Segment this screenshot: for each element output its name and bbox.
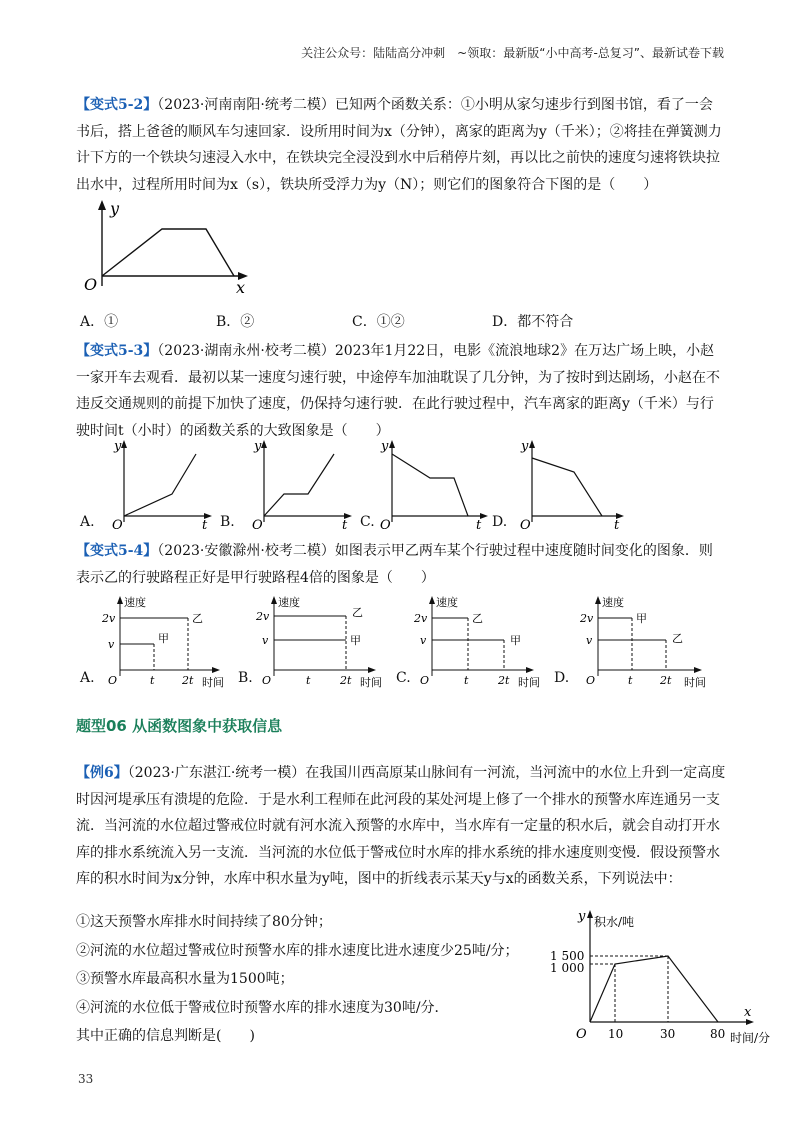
- svg-text:O: O: [380, 518, 391, 532]
- graph-5-4-d: [574, 592, 724, 692]
- svg-text:O: O: [420, 674, 430, 687]
- svg-text:t: t: [306, 674, 311, 687]
- svg-text:速度: 速度: [278, 596, 300, 609]
- svg-text:甲: 甲: [510, 634, 521, 647]
- statement-4: ④河流的水位低于警戒位时预警水库的排水速度为30吨/分．: [76, 999, 449, 1016]
- svg-text:x: x: [744, 1005, 752, 1020]
- option-d: D．都不符合: [492, 314, 574, 330]
- svg-text:时间: 时间: [684, 676, 706, 689]
- svg-text:时间: 时间: [518, 676, 540, 689]
- graph-example-6: [540, 904, 790, 1054]
- svg-text:1 500: 1 500: [550, 949, 585, 963]
- graph-label-c: C.: [360, 514, 375, 530]
- option-a: A．①: [80, 314, 119, 330]
- x-axis-label: x: [236, 278, 246, 296]
- svg-text:乙: 乙: [192, 612, 203, 625]
- statement-2: ②河流的水位超过警戒位时预警水库的排水速度比进水速度少25吨/分；: [76, 942, 519, 959]
- svg-text:10: 10: [608, 1027, 624, 1041]
- page-header: 关注公众号：陆陆高分冲刺 ~领取：最新版“小中高考-总复习”、最新试卷下载: [301, 46, 724, 60]
- example-text: （2023·广东湛江·统考一模）在我国川西高原某山脉间有一河流，当河流中的水位上升到一定高度时因河堤承压有溃堤的危险．于是水利工程师在此河段的某处河堤上修了一个排水的预警水库连通另一支流．当河流的水位超过警戒位时就有河水流入预警的水库中，当水库有一定量的积水后，就会自动打开水库的排水系统流入另一支流．当河流的水位低于警戒位时水库的排水系统的排水速度则变慢．假设预警水库的积水时间为x分钟，水库中积水量为y吨，图中的折线表示某天y与x的函数关系，下列说法中：: [76, 765, 726, 887]
- svg-text:甲: 甲: [350, 634, 361, 647]
- svg-text:1 000: 1 000: [550, 961, 585, 975]
- svg-text:v: v: [108, 638, 115, 651]
- y-axis-label: y: [110, 199, 120, 218]
- svg-text:乙: 乙: [672, 632, 683, 645]
- graph-label-b: B.: [220, 514, 235, 530]
- svg-text:2t: 2t: [340, 674, 352, 687]
- svg-text:2v: 2v: [102, 612, 116, 625]
- svg-text:乙: 乙: [472, 612, 483, 625]
- graphs-5-3: [78, 436, 728, 536]
- svg-text:O: O: [252, 518, 263, 532]
- svg-text:t: t: [202, 518, 208, 532]
- svg-text:v: v: [420, 634, 427, 647]
- svg-text:2t: 2t: [498, 674, 510, 687]
- statement-1: ①这天预警水库排水时间持续了80分钟；: [76, 914, 332, 930]
- svg-text:O: O: [586, 674, 596, 687]
- page-number: 33: [78, 1072, 94, 1086]
- svg-text:O: O: [576, 1027, 587, 1042]
- graph-label-d: D.: [492, 514, 508, 530]
- svg-text:时间/分: 时间/分: [730, 1031, 771, 1045]
- graph-5-3-a: [96, 436, 214, 532]
- graph-5-3-d: [508, 436, 626, 532]
- svg-text:t: t: [150, 674, 155, 687]
- option-c: C．①②: [352, 314, 405, 330]
- svg-text:30: 30: [660, 1027, 676, 1041]
- answer-prompt: 其中正确的信息判断是( ): [76, 1028, 255, 1044]
- question-tag: 【变式5-4】: [76, 543, 158, 559]
- graph-label-a: A.: [80, 670, 95, 686]
- section-heading: 题型06 从函数图象中获取信息: [76, 717, 283, 735]
- svg-text:t: t: [614, 518, 620, 532]
- svg-text:2v: 2v: [256, 610, 270, 623]
- svg-text:y: y: [521, 439, 529, 454]
- svg-text:t: t: [342, 518, 348, 532]
- svg-text:t: t: [464, 674, 469, 687]
- example-6-items: [76, 908, 546, 1051]
- question-tag: 【变式5-2】: [76, 97, 158, 113]
- svg-text:2t: 2t: [660, 674, 672, 687]
- svg-text:O: O: [520, 518, 531, 532]
- question-5-2: [76, 92, 726, 198]
- svg-text:乙: 乙: [352, 606, 363, 619]
- graphs-5-4: [78, 592, 738, 696]
- graph-label-b: B.: [238, 670, 253, 686]
- svg-text:速度: 速度: [602, 596, 624, 609]
- svg-text:O: O: [262, 674, 272, 687]
- question-5-3: [76, 338, 726, 444]
- svg-text:2v: 2v: [580, 612, 594, 625]
- graph-5-3-b: [236, 436, 354, 532]
- question-text: （2023·河南南阳·统考二模）已知两个函数关系：①小明从家匀速步行到图书馆，看了一会书后，搭上爸爸的顺风车匀速回家．设所用时间为x（分钟），离家的距离为y（千米）；②将挂在弹簧测力计下方的一个铁块匀速浸入水中，在铁块完全浸没到水中后稍停片刻，再以比之前快的速度匀速将铁块拉出水中，过程所用时间为x（s），铁块所受浮力为y（N）；则它们的图象符合下图的是（ ）: [76, 97, 722, 193]
- graph-5-2: [78, 196, 258, 296]
- svg-text:速度: 速度: [124, 596, 146, 609]
- svg-text:y: y: [114, 439, 122, 454]
- svg-text:甲: 甲: [636, 612, 647, 625]
- svg-text:时间: 时间: [360, 676, 382, 689]
- svg-text:甲: 甲: [158, 632, 169, 645]
- question-5-4: [76, 538, 726, 591]
- graph-label-c: C.: [396, 670, 411, 686]
- graph-label-d: D.: [554, 670, 570, 686]
- svg-text:时间: 时间: [202, 676, 224, 689]
- graph-5-3-c: [376, 436, 494, 532]
- question-text: （2023·安徽滁州·校考二模）如图表示甲乙两车某个行驶过程中速度随时间变化的图象．则表示乙的行驶路程正好是甲行驶路程4倍的图象是（ ）: [76, 543, 713, 586]
- svg-text:2v: 2v: [414, 612, 428, 625]
- statement-3: ③预警水库最高积水量为1500吨；: [76, 971, 294, 987]
- question-text: （2023·湖南永州·校考二模）2023年1月22日，电影《流浪地球2》在万达广场上映，小赵一家开车去观看．最初以某一速度匀速行驶，中途停车加油耽误了几分钟，为了按时到达剧场，小赵在不违反交通规则的前提下加快了速度，仍保持匀速行驶．在此行驶过程中，汽车离家的距离y（千米）与行驶时间t（小时）的函数关系的大致图象是（ ）: [76, 343, 720, 439]
- svg-text:y: y: [381, 439, 389, 454]
- svg-text:O: O: [108, 674, 118, 687]
- svg-text:2t: 2t: [182, 674, 194, 687]
- svg-text:v: v: [262, 634, 269, 647]
- graph-label-a: A.: [80, 514, 95, 530]
- svg-text:y: y: [254, 439, 262, 454]
- svg-text:y: y: [578, 909, 586, 924]
- example-tag: 【例6】: [76, 765, 128, 781]
- svg-text:80: 80: [710, 1027, 726, 1041]
- question-tag: 【变式5-3】: [76, 343, 158, 359]
- origin-label: O: [84, 275, 98, 294]
- svg-text:积水/吨: 积水/吨: [594, 915, 635, 929]
- svg-text:速度: 速度: [436, 596, 458, 609]
- graph-5-4-b: [248, 592, 398, 692]
- svg-text:v: v: [586, 634, 593, 647]
- svg-text:t: t: [628, 674, 633, 687]
- svg-text:O: O: [112, 518, 123, 532]
- graph-5-4-a: [92, 592, 242, 692]
- graph-5-4-c: [406, 592, 556, 692]
- svg-text:t: t: [476, 518, 482, 532]
- example-6: [76, 760, 726, 893]
- option-b: B．②: [216, 314, 255, 330]
